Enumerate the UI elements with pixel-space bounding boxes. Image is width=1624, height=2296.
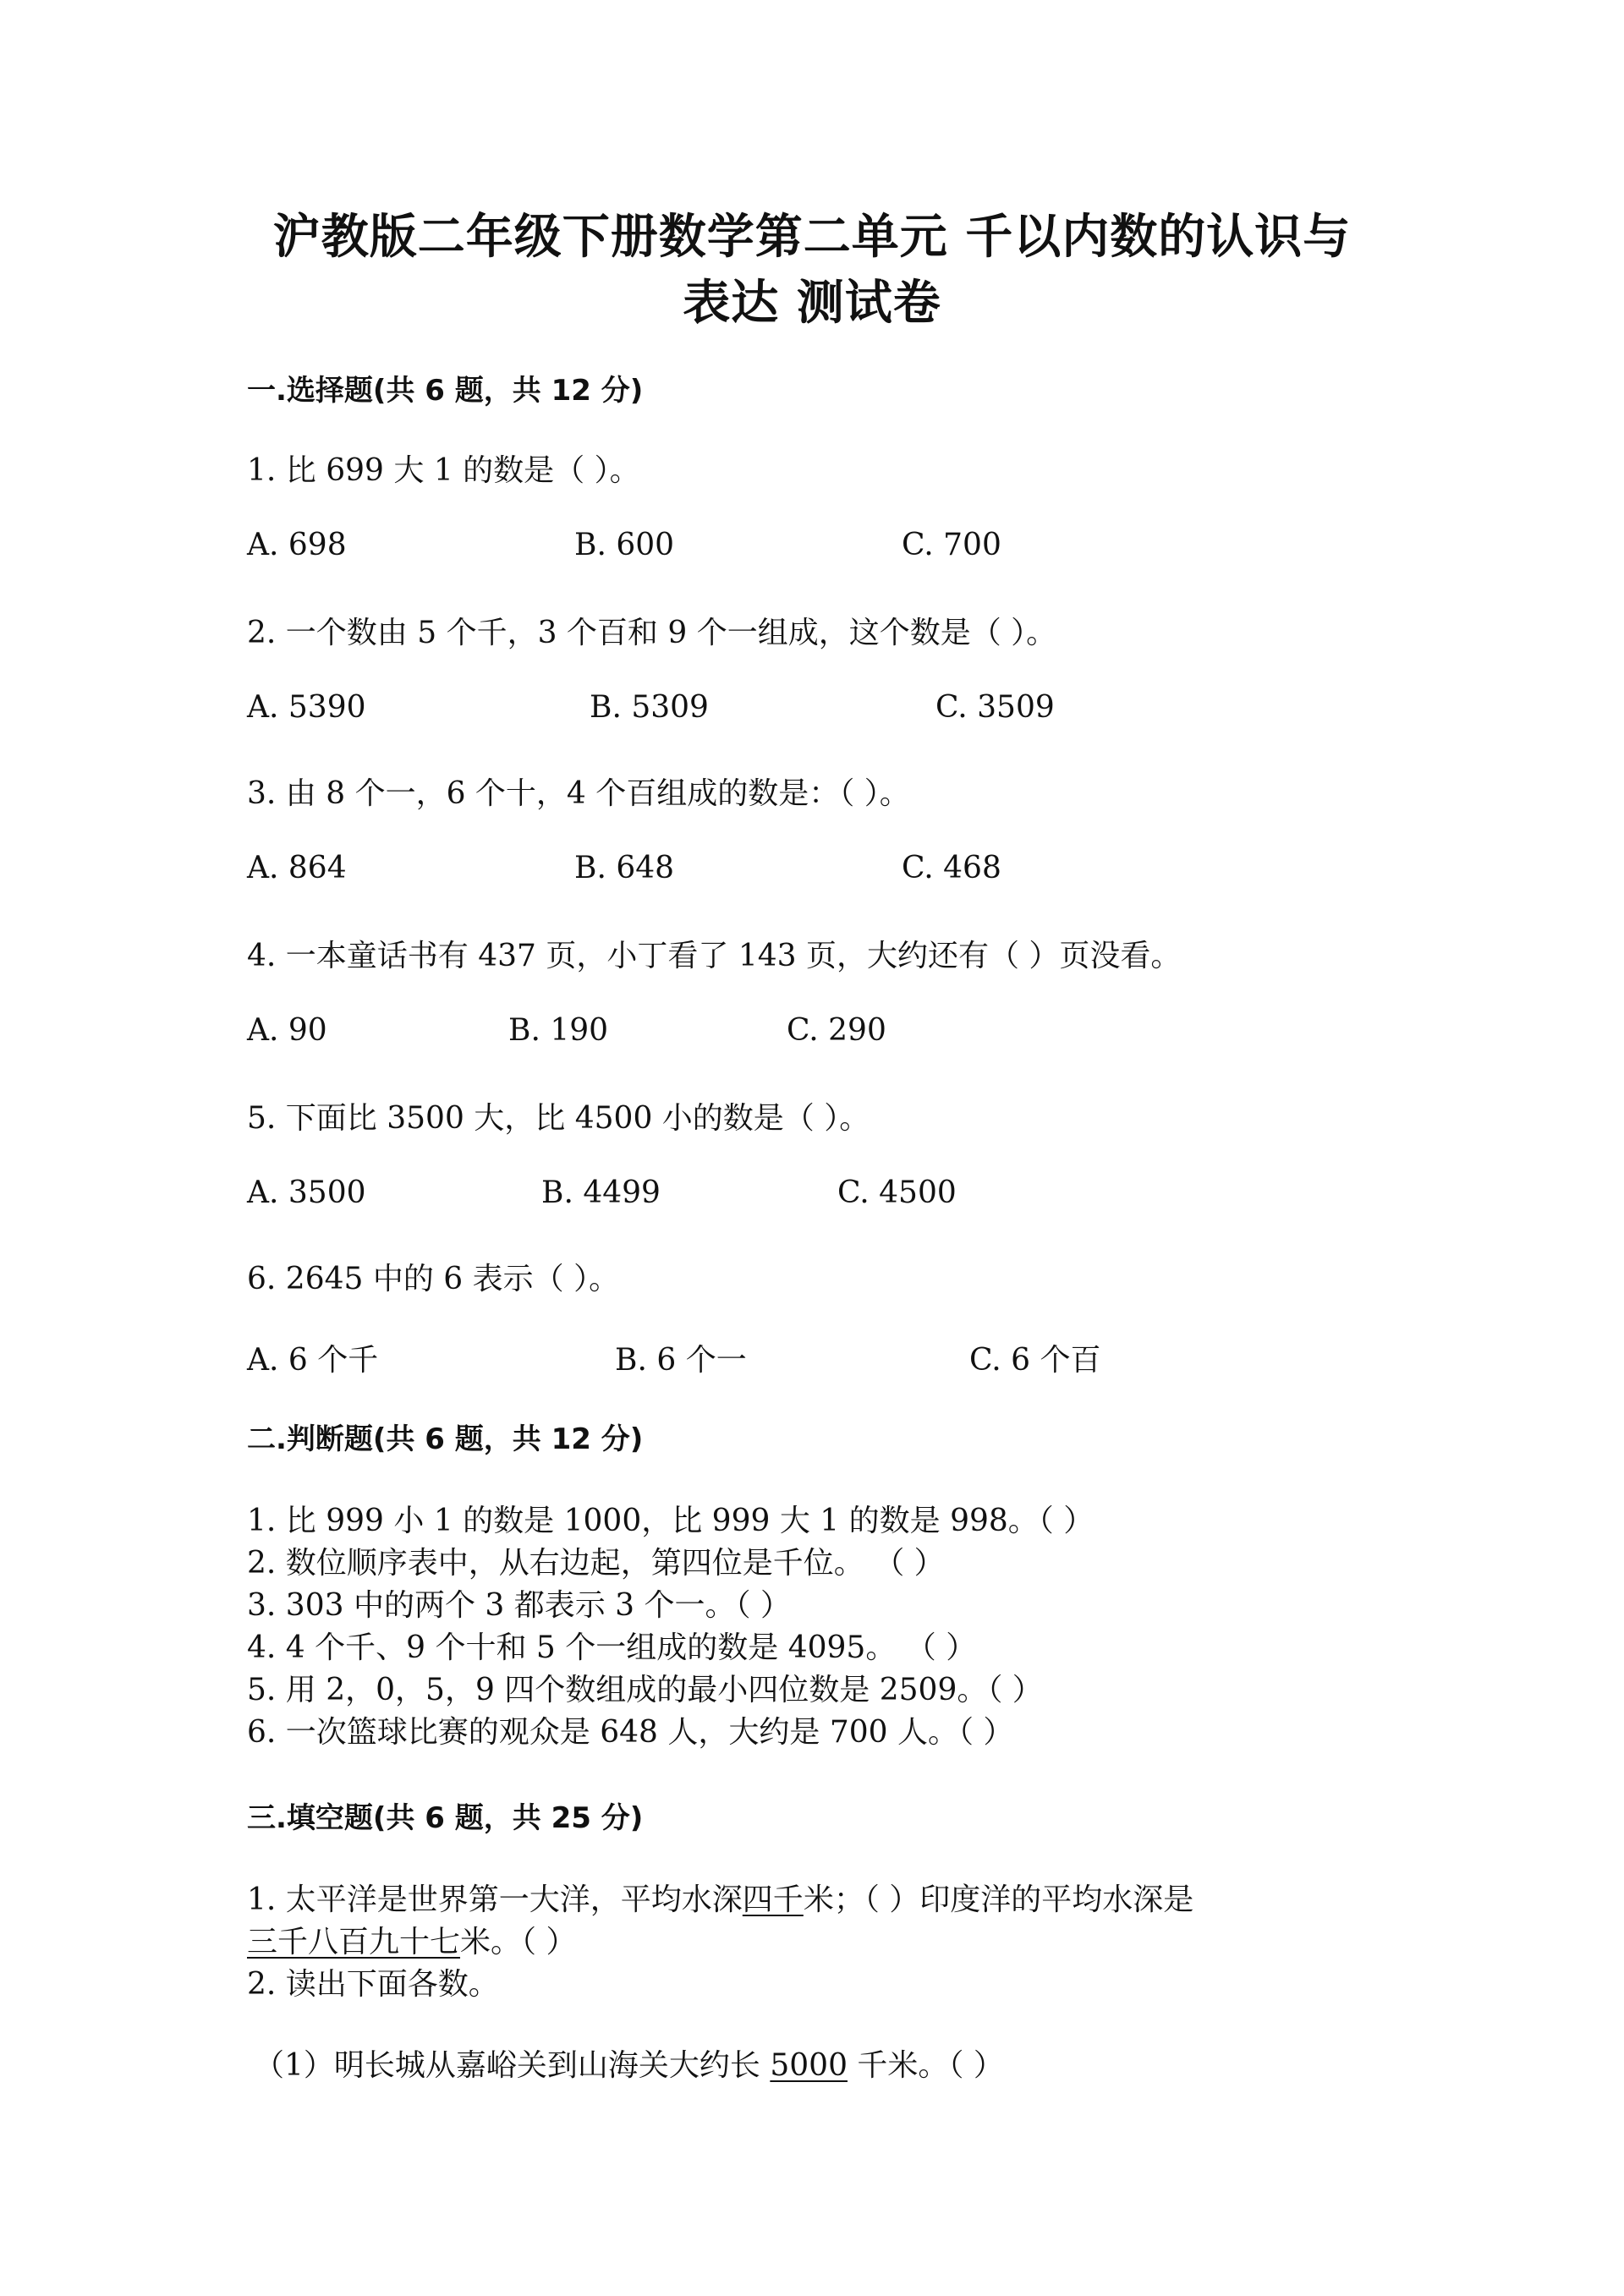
fill-1-underlined-number-2: 三千八百九十七 — [247, 1925, 461, 1959]
choice-4-option-c: C. 290 — [787, 1013, 886, 1048]
section-heading-judge: 二.判断题(共 6 题，共 12 分) — [247, 1422, 644, 1456]
fill-1-prefix: 1. 太平洋是世界第一大洋，平均水深 — [247, 1882, 743, 1917]
choice-3-option-b: B. 648 — [574, 851, 675, 885]
choice-1-option-c: C. 700 — [902, 528, 1001, 562]
fill-1-underlined-number-1: 四千 — [742, 1882, 804, 1917]
choice-2-option-a: A. 5390 — [247, 690, 366, 725]
choice-question-3: 3. 由 8 个一，6 个十，4 个百组成的数是：（ ）。 — [247, 776, 910, 811]
choice-4-option-b: B. 190 — [508, 1013, 609, 1048]
section-heading-choice: 一.选择题(共 6 题，共 12 分) — [247, 374, 644, 408]
choice-5-option-b: B. 4499 — [541, 1175, 661, 1210]
fill-1-suffix: 米。（ ） — [460, 1925, 577, 1959]
fill-question-2-sub-1 — [254, 2041, 1004, 2085]
page-title-line-1: 沪教版二年级下册数学第二单元 千以内数的认识与 — [272, 210, 1352, 265]
fill-question-1-line-1 — [247, 1876, 1193, 1919]
choice-1-option-a: A. 698 — [247, 528, 347, 562]
choice-question-4: 4. 一本童话书有 437 页，小丁看了 143 页，大约还有（ ）页没看。 — [247, 939, 1182, 973]
choice-4-option-a: A. 90 — [247, 1013, 327, 1048]
choice-6-option-b: B. 6 个一 — [615, 1343, 747, 1378]
choice-1-option-b: B. 600 — [574, 528, 675, 562]
fill-2-sub1-prefix: （1）明长城从嘉峪关到山海关大约长 — [254, 2048, 771, 2083]
choice-5-option-a: A. 3500 — [247, 1175, 366, 1210]
judge-item-3: 3. 303 中的两个 3 都表示 3 个一。（ ） — [247, 1588, 791, 1623]
fill-question-2: 2. 读出下面各数。 — [247, 1967, 499, 2002]
choice-question-1: 1. 比 699 大 1 的数是（ ）。 — [247, 453, 640, 488]
choice-question-6: 6. 2645 中的 6 表示（ ）。 — [247, 1262, 620, 1296]
fill-1-middle: 米；（ ）印度洋的平均水深是 — [803, 1882, 1194, 1917]
choice-6-option-c: C. 6 个百 — [969, 1343, 1101, 1378]
choice-3-option-a: A. 864 — [247, 851, 347, 885]
choice-5-option-c: C. 4500 — [837, 1175, 957, 1210]
fill-2-sub1-suffix: 千米。（ ） — [847, 2048, 1004, 2083]
judge-item-4: 4. 4 个千、9 个十和 5 个一组成的数是 4095。 （ ） — [247, 1630, 977, 1665]
judge-item-5: 5. 用 2，0，5，9 四个数组成的最小四位数是 2509。（ ） — [247, 1673, 1043, 1707]
choice-question-5: 5. 下面比 3500 大，比 4500 小的数是（ ）。 — [247, 1101, 870, 1136]
section-heading-fill: 三.填空题(共 6 题，共 25 分) — [247, 1801, 644, 1835]
fill-question-1-line-2 — [247, 1918, 576, 1961]
choice-question-2: 2. 一个数由 5 个千，3 个百和 9 个一组成，这个数是（ ）。 — [247, 616, 1057, 650]
judge-item-1: 1. 比 999 小 1 的数是 1000，比 999 大 1 的数是 998。（ ） — [247, 1504, 1095, 1538]
choice-3-option-c: C. 468 — [902, 851, 1001, 885]
judge-item-2: 2. 数位顺序表中，从右边起，第四位是千位。 （ ） — [247, 1546, 945, 1581]
choice-6-option-a: A. 6 个千 — [247, 1343, 379, 1378]
choice-2-option-c: C. 3509 — [935, 690, 1055, 725]
choice-2-option-b: B. 5309 — [590, 690, 709, 725]
judge-item-6: 6. 一次篮球比赛的观众是 648 人，大约是 700 人。（ ） — [247, 1715, 1014, 1750]
fill-2-sub1-underlined-number: 5000 — [770, 2048, 848, 2083]
page-title-line-2: 表达 测试卷 — [683, 276, 941, 331]
